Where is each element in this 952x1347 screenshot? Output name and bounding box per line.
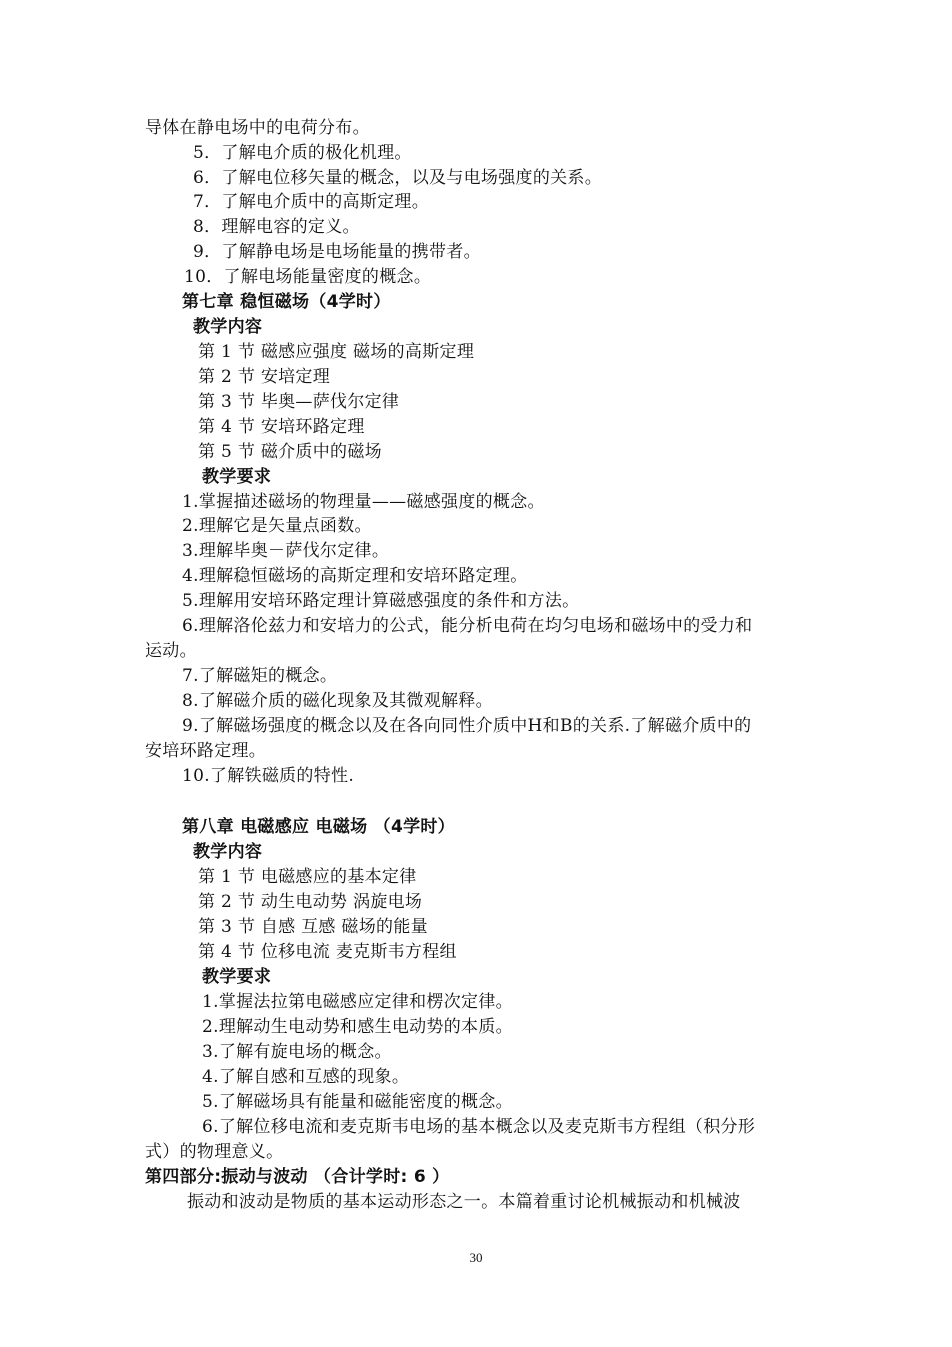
section-heading: 教学要求 — [202, 967, 272, 987]
text-line: 导体在静电场中的电荷分布。 — [145, 118, 370, 138]
section-heading: 教学要求 — [202, 467, 272, 487]
text-line: 第 4 节 安培环路定理 — [198, 417, 365, 437]
text-line: 8．理解电容的定义。 — [193, 217, 360, 237]
text-line: 运动。 — [145, 641, 197, 661]
text-line: 4.了解自感和互感的现象。 — [202, 1067, 410, 1087]
text-line: 5．了解电介质的极化机理。 — [193, 143, 412, 163]
text-line: 2.理解动生电动势和感生电动势的本质。 — [202, 1017, 513, 1037]
text-line: 振动和波动是物质的基本运动形态之一。本篇着重讨论机械振动和机械波 — [187, 1192, 741, 1212]
text-line: 1.掌握法拉第电磁感应定律和楞次定律。 — [202, 992, 513, 1012]
section-heading: 教学内容 — [193, 842, 263, 862]
text-line: 安培环路定理。 — [145, 741, 267, 761]
text-line: 7．了解电介质中的高斯定理。 — [193, 192, 430, 212]
text-line: 第 2 节 动生电动势 涡旋电场 — [198, 892, 423, 912]
text-line: 8.了解磁介质的磁化现象及其微观解释。 — [182, 691, 493, 711]
page-number: 30 — [469, 1250, 483, 1265]
text-line: 10.了解铁磁质的特性. — [182, 766, 355, 786]
text-line: 2.理解它是矢量点函数。 — [182, 516, 372, 536]
chapter-heading: 第七章 稳恒磁场（4学时） — [182, 292, 391, 312]
text-line: 9．了解静电场是电场能量的携带者。 — [193, 242, 481, 262]
text-line: 6．了解电位移矢量的概念，以及与电场强度的关系。 — [193, 168, 603, 188]
text-line: 5.了解磁场具有能量和磁能密度的概念。 — [202, 1092, 513, 1112]
text-line: 第 3 节 自感 互感 磁场的能量 — [198, 917, 428, 937]
text-line: 10．了解电场能量密度的概念。 — [184, 267, 432, 287]
text-line: 3.理解毕奥－萨伐尔定律。 — [182, 541, 390, 561]
text-line: 第 3 节 毕奥—萨伐尔定律 — [198, 392, 400, 412]
text-line: 1.掌握描述磁场的物理量——磁感强度的概念。 — [182, 492, 545, 512]
text-line: 第 1 节 磁感应强度 磁场的高斯定理 — [198, 342, 475, 362]
text-line: 4.理解稳恒磁场的高斯定理和安培环路定理。 — [182, 566, 528, 586]
text-line: 5.理解用安培环路定理计算磁感强度的条件和方法。 — [182, 591, 580, 611]
text-line: 6.理解洛伦兹力和安培力的公式，能分析电荷在均匀电场和磁场中的受力和 — [182, 616, 753, 636]
text-line: 9.了解磁场强度的概念以及在各向同性介质中H和B的关系.了解磁介质中的 — [182, 716, 752, 736]
text-line: 6.了解位移电流和麦克斯韦电场的基本概念以及麦克斯韦方程组（积分形 — [202, 1117, 756, 1137]
text-line: 第 1 节 电磁感应的基本定律 — [198, 867, 417, 887]
text-line: 7.了解磁矩的概念。 — [182, 666, 338, 686]
part-heading: 第四部分:振动与波动 （合计学时: 6 ） — [145, 1167, 450, 1187]
section-heading: 教学内容 — [193, 317, 263, 337]
chapter-heading: 第八章 电磁感应 电磁场 （4学时） — [182, 817, 455, 837]
text-line: 第 2 节 安培定理 — [198, 367, 331, 387]
text-line: 3.了解有旋电场的概念。 — [202, 1042, 392, 1062]
text-line: 第 5 节 磁介质中的磁场 — [198, 442, 382, 462]
text-line: 式）的物理意义。 — [145, 1142, 284, 1162]
text-line: 第 4 节 位移电流 麦克斯韦方程组 — [198, 942, 457, 962]
